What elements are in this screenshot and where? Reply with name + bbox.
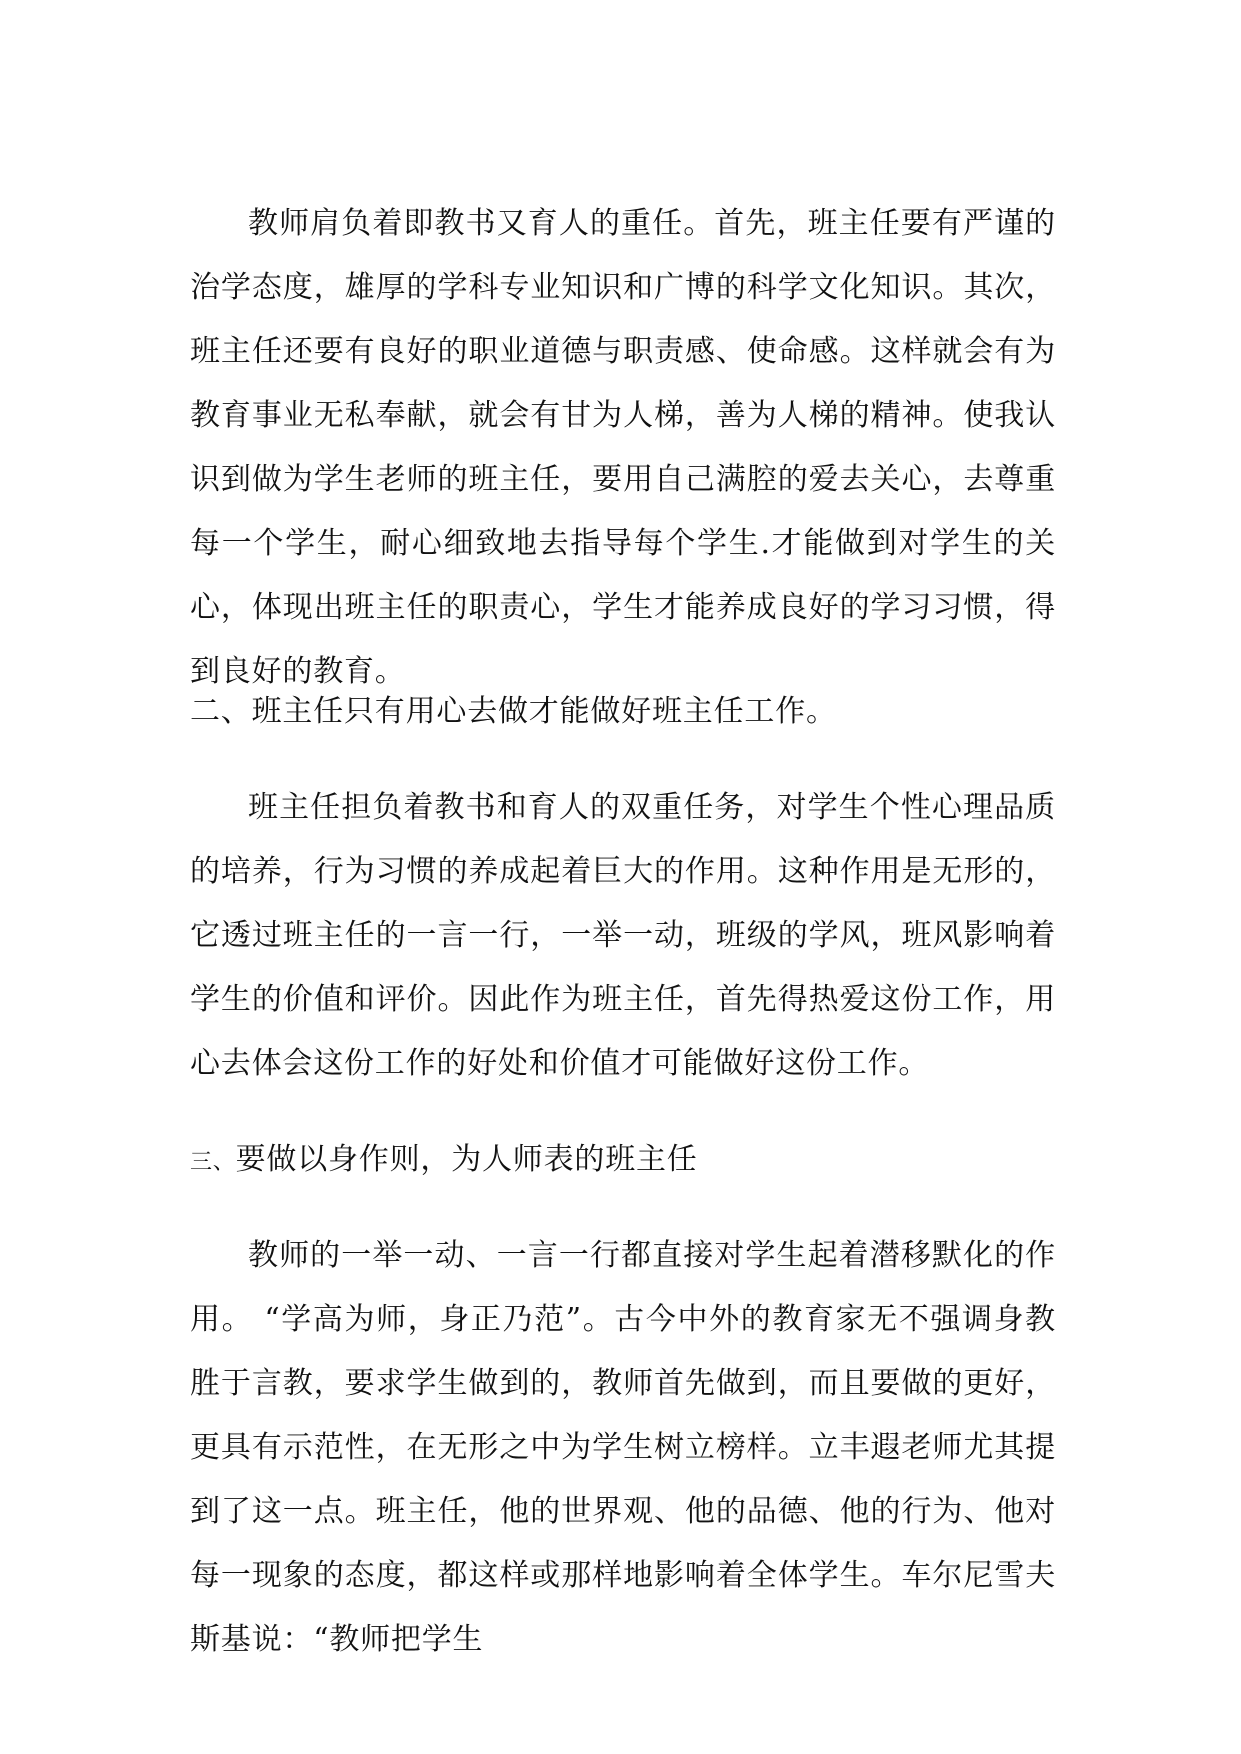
body-paragraph-1: 教师肩负着即教书又育人的重任。首先，班主任要有严谨的治学态度，雄厚的学科专业知识和广博的科学文化知识。其次，班主任还要有良好的职业道德与职责感、使命感。这样就会有为教育事业无私奉献，就会有甘为人梯，善为人梯的精神。使我认识到做为学生老师的班主任，要用自己满腔的爱去关心，去尊重每一个学生，耐心细致地去指导每个学生.才能做到对学生的关心，体现出班主任的职责心，学生才能养成良好的学习习惯，得到良好的教育。 (190, 206, 1056, 689)
section-heading-2: 二、班主任只有用心去做才能做好班主任工作。 (190, 694, 837, 729)
section-heading-3-number: 三、 (190, 1150, 236, 1175)
body-paragraph-2: 班主任担负着教书和育人的双重任务，对学生个性心理品质的培养，行为习惯的养成起着巨大的作用。这种作用是无形的，它透过班主任的一言一行，一举一动，班级的学风，班风影响着学生的价值和评价。因此作为班主任，首先得热爱这份工作，用心去体会这份工作的好处和价值才可能做好这份工作。 (190, 790, 1056, 1081)
section-heading-3-text: 要做以身作则，为人师表的班主任 (235, 1142, 698, 1177)
body-paragraph-3: 教师的一举一动、一言一行都直接对学生起着潜移默化的作用。 “学高为师，身正乃范”。古今中外的教育家无不强调身教胜于言教，要求学生做到的，教师首先做到，而且要做的更好，更具有示范性，在无形之中为学生树立榜样。立丰遐老师尤其提到了这一点。班主任，他的世界观、他的品德、他的行为、他对每一现象的态度，都这样或那样地影响着全体学生。车尔尼雪夫斯基说：“教师把学生 (190, 1238, 1056, 1657)
section-heading-3 (190, 1128, 1056, 1195)
